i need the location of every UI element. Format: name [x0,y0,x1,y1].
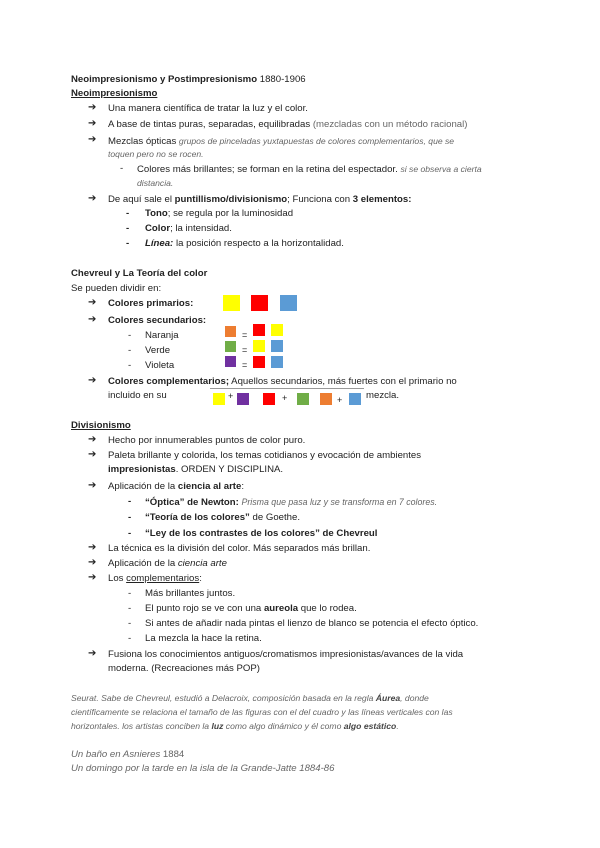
arrow-bullet-icon: ➔ [88,572,97,583]
yellow-swatch [223,295,240,311]
sub-bullet-text: “Ley de los contrastes de los colores” de Chevreul [145,528,378,539]
bullet-text: Mezclas ópticas grupos de pinceladas yuxtapuestas de colores complementarios, que se [108,136,455,147]
complementary-end: mezcla. [366,390,400,401]
section-heading-chevreul: Chevreul y La Teoría del color [71,268,208,279]
bullet-text: Aplicación de la ciencia arte [108,558,227,569]
sub-bullet-text: “Teoría de los colores” de Goethe. [145,512,301,523]
green-swatch [297,393,309,405]
arrow-bullet-icon: ➔ [88,648,97,659]
red-swatch [251,295,268,311]
dash-bullet-icon: - [128,330,132,341]
arrow-bullet-icon: ➔ [88,449,97,460]
equals-sign: = [242,330,248,340]
seurat-note-line: Seurat. Sabe de Chevreul, estudió a Delacroix, composición basada en la regla Áurea, donde [71,693,429,703]
bullet-text: Aplicación de la ciencia al arte: [108,481,245,492]
red-swatch [263,393,275,405]
arrow-bullet-icon: ➔ [88,542,97,553]
section-heading-divisionismo: Divisionismo [71,420,131,431]
equals-sign: = [242,345,248,355]
sub-bullet-text: Colores más brillantes; se forman en la retina del espectador. si se observa a cierta [137,164,482,175]
bullet-text: Hecho por innumerables puntos de color puro. [108,435,306,446]
dash-bullet-icon: - [128,496,132,507]
yellow-swatch [271,324,283,336]
bullet-text: Una manera científica de tratar la luz y el color. [108,103,308,114]
bullet-text: Fusiona los conocimientos antiguos/cromatismos impresionistas/avances de la vida [108,649,464,660]
blue-swatch [271,356,283,368]
arrow-bullet-icon: ➔ [88,434,97,445]
bullet-text: De aquí sale el puntillismo/divisionismo; Funciona con 3 elementos: [108,194,412,205]
violet-swatch [225,356,236,367]
orange-swatch [225,326,236,337]
green-swatch [225,341,236,352]
yellow-swatch [253,340,265,352]
complementary-text: Colores complementarios; Aquellos secundarios, más fuertes con el primario no [108,376,457,387]
yellow-swatch [213,393,225,405]
arrow-bullet-icon: ➔ [88,134,97,145]
red-swatch [253,324,265,336]
plus-sign: + [228,391,234,401]
arrow-bullet-icon: ➔ [88,193,97,204]
arrow-bullet-icon: ➔ [88,375,97,386]
orange-swatch [320,393,332,405]
secondary-colors-label: Colores secundarios: [108,315,207,326]
bullet-text: La técnica es la división del color. Más separados más brillan. [108,543,371,554]
equals-sign: = [242,360,248,370]
dash-bullet-icon: - [128,528,132,539]
primary-colors-label: Colores primarios: [108,298,194,309]
dash-bullet-icon: - [128,588,132,599]
element-color: Color; la intensidad. [145,223,232,234]
sub-bullet-text: Si antes de añadir nada pintas el lienzo de blanco se potencia el efecto óptico. [145,618,479,629]
arrow-bullet-icon: ➔ [88,480,97,491]
bullet-text: Paleta brillante y colorida, los temas cotidianos y evocación de ambientes [108,450,422,461]
dash-bullet-icon: - [128,360,132,371]
dash-bullet-icon: - [128,618,132,629]
dash-bullet-icon: - [128,512,132,523]
seurat-note-line: horizontales. los artistas conciben la luz como algo dinámico y él como algo estático. [71,721,399,731]
element-linea: Línea: la posición respecto a la horizontalidad. [145,238,344,249]
underline-rule [210,388,364,389]
section-heading-neoimpresionismo: Neoimpresionismo [71,88,158,99]
sub-bullet-text: “Óptica” de Newton: Prisma que pasa luz y se transforma en 7 colores. [145,497,438,508]
work-title: Un domingo por la tarde en la isla de la Grande-Jatte 1884-86 [71,763,335,774]
blue-swatch [271,340,283,352]
dash-bullet-icon: - [120,163,124,174]
red-swatch [253,356,265,368]
green-label: Verde [145,345,171,356]
dash-bullet-icon: - [128,345,132,356]
complementary-text-cont: incluido en su [108,390,167,401]
bullet-text: A base de tintas puras, separadas, equilibradas (mezcladas con un método racional) [108,119,468,130]
sub-bullet-text: El punto rojo se ve con una aureola que lo rodea. [145,603,357,614]
bullet-text-cont: moderna. (Recreaciones más POP) [108,663,260,674]
intro-text: Se pueden dividir en: [71,283,162,294]
element-tono: Tono; se regula por la luminosidad [145,208,294,219]
bullet-text-cont: toquen pero no se rocen. [108,149,204,159]
arrow-bullet-icon: ➔ [88,297,97,308]
dash-bullet-icon: - [128,603,132,614]
blue-swatch [280,295,297,311]
arrow-bullet-icon: ➔ [88,102,97,113]
dash-bullet-icon: - [126,208,130,219]
plus-sign: + [282,393,288,403]
dash-bullet-icon: - [126,238,130,249]
dash-bullet-icon: - [126,223,130,234]
document-title: Neoimpresionismo y Postimpresionismo 1880-1906 [71,74,306,85]
sub-bullet-text-cont: distancia. [137,178,174,188]
work-title: Un baño en Asnieres 1884 [71,749,185,760]
blue-swatch [349,393,361,405]
violet-label: Violeta [145,360,175,371]
sub-bullet-text: La mezcla la hace la retina. [145,633,262,644]
bullet-text: Los complementarios: [108,573,202,584]
orange-label: Naranja [145,330,179,341]
arrow-bullet-icon: ➔ [88,118,97,129]
bullet-text-cont: impresionistas. ORDEN Y DISCIPLINA. [108,464,284,475]
arrow-bullet-icon: ➔ [88,557,97,568]
seurat-note-line: científicamente se relaciona el tamaño de las figuras con el del cuadro y las líneas verticales con las [71,707,453,717]
plus-sign: + [337,395,343,405]
sub-bullet-text: Más brillantes juntos. [145,588,236,599]
arrow-bullet-icon: ➔ [88,314,97,325]
dash-bullet-icon: - [128,633,132,644]
violet-swatch [237,393,249,405]
